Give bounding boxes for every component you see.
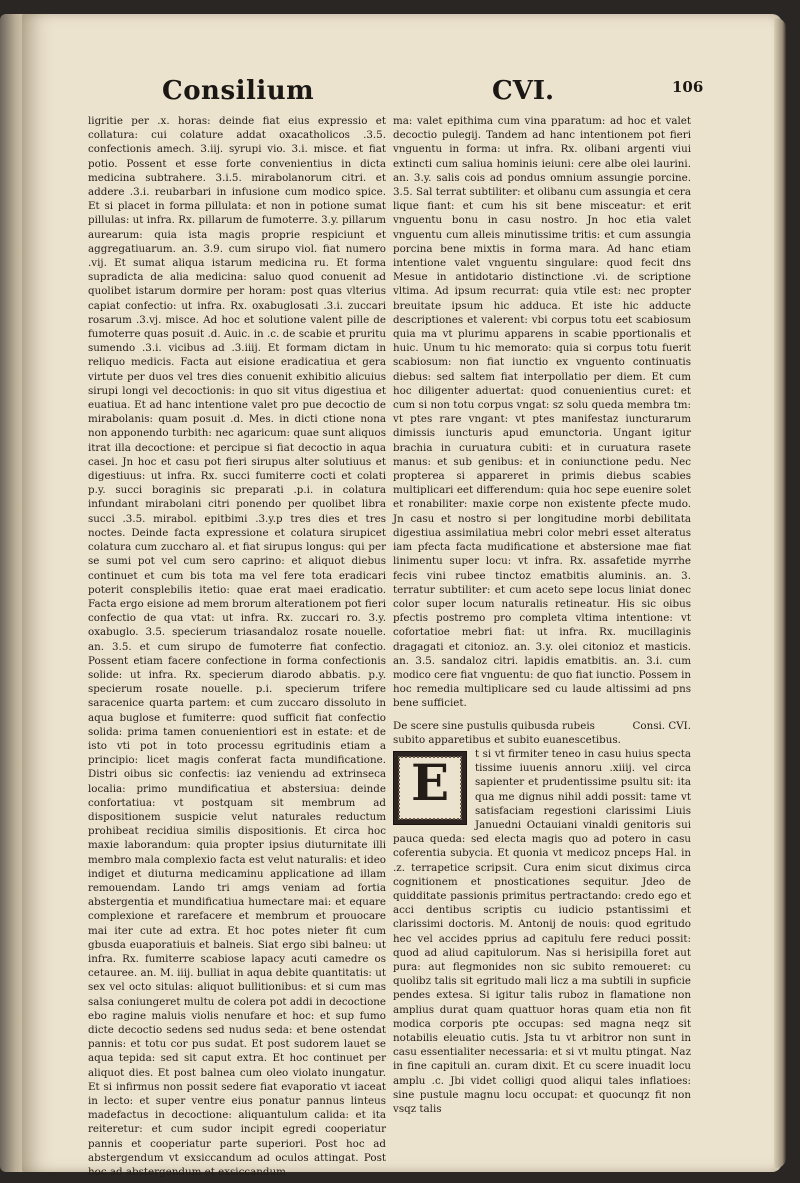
section-body-text: t si vt firmiter teneo in casu huius specta tissime iuuenis annoru .xiiij. vel circa sapienter et prudentissime psultu sit: ita qua me dignus nihil addi possit: tame vt satisfaciam regestioni clarissimi Liuis Januedni Octauiani vinaldi genitoris sui pauca queda: sed electa magis quo ad potero in casu coferentia subycia. Et quonia vt medicoz pnceps Hal. in .z. terrapetice scripsit. Cura enim sicut diximus circa cognitionem et pnosticationes sequitur. Jdeo de quidditate passionis primitus pertractando: credo ego et acci dentibus scriptis cu iudicio pstantissimi et clarissimi doctoris. M. Antonij de nouis: quod egritudo hec vel accides pprius ad capitulu fere reduci possit: quod ad aliud capitulorum. Nas si herisipilla foret aut pura: aut flegmonides non sic subito remoueret: cu quolibz talis sit egritudo mali licz a ma subtili in supficie pendes extesa. Si igitur talis ruboz in flamatione non amplius durat quam quattuor horas quam etia non fit modica corporis pte occupas: sed magna neqz sit notabilis eleuatio cutis. Jsta tu vt arbitror non sunt in casu essentialiter necessaria: et si vt multu ptingat. Naz in fine capituli an. curam dixit. Et cu scere inuadit locu amplu .c. Jbi videt colligi quod aliqui tales inflatioes: sine pustule magnu locu occupat: et quocunqz fit non vsqz talis [393,747,691,1116]
book-page [22,14,782,1179]
decorated-initial [393,751,467,825]
right-text-column [393,114,691,1116]
running-title: Consilium [162,76,315,106]
section-heading [393,719,691,747]
section-heading-text: De scere sine pustulis quibusda rubeis subito apparetibus et subito euanescetibus. [393,719,621,746]
section-heading-label: Consi. CVI. [632,719,691,732]
left-text-column [88,114,386,1179]
page-header [22,76,782,116]
section-body [393,747,691,1116]
left-column-text: ligritie per .x. horas: deinde fiat eius expressio et collatura: cui colature addat oxacatholicos .3.5. confectionis amech. 3.iij. syrupi vio. 3.i. misce. et fiat potio. Possent et esse forte convenientius in dicta medicina subtrahere. 3.i.5. mirabolanorum citri. et addere .3.i. reubarbari in infusione cum modico spice. Et si placet in forma pillulata: et non in potione sumat pillulas: ut infra. Rx. pillarum de fumoterre. 3.y. pillarum aurearum: quia ista magis proprie respiciunt et aggregatiuarum. an. 3.9. cum sirupo viol. fiat numero .vij. Et sumat aliqua istarum medicina ru. Et forma supradicta de alia medicina: saluo quod conuenit ad quolibet istarum dormire per horam: post quas vlterius capiat confectio: ut infra. Rx. oxabuglosati .3.i. zuccari rosarum .3.vj. misce. Ad hoc et solutione valent pille de fumoterre quas posuit .d. Auic. in .c. de scabie et pruritu sumendo .3.i. vicibus ad .3.iiij. Et formam dictam in reliquo medicis. Facta aut eisione eradicatiua et gera virtute per duos vel tres dies conuenit exhibitio alicuius sirupi longi vel decoctionis: in quo sit vitus digestiua et euatiua. Et ad hanc intentione valet pro pue decoctio de mirabolanis: quam posuit .d. Mes. in dicti ctione nona non apponendo turbith: nec agaricum: quae sunt aliquos itrat illa decoctione: et percipue si fiat decoctio in aqua casei. Jn hoc et casu pot fieri sirupus alter solutiuus et digestiuus: ut infra. Rx. succi fumiterre cocti et colati p.y. succi boraginis sic preparati .p.i. in colatura infundant mirabolani citri ponendo per quolibet libra succi .3.5. mirabol. epitbimi .3.y.p tres dies et tres noctes. Deinde facta expressione et colatura sirupicet colatura cum zuccharo al. et fiat sirupus longus: qui per se sumi pot vel cum sero caprino: et aliquot diebus continuet et cum bis tota ma vel fere tota eradicari poterit consplebilis itetio: quae erat maei eradicatio. Facta ergo eisione ad mem brorum alterationem pot fieri confectio de qua vtat: ut infra. Rx. zuccari ro. 3.y. oxabuglo. 3.5. specierum triasandaloz rosate nouelle. an. 3.5. et cum sirupo de fumoterre fiat confectio. Possent etiam facere confectione in forma confectionis solide: ut infra. Rx. specierum diarodo abbatis. p.y. specierum rosate nouelle. p.i. specierum trifere saracenice quarta partem: et cum zuccaro dissoluto in aqua buglose et fumiterre: quod sufficit fiat confectio solida: prima tamen conuenientiori est in estate: et de isto vti pot in toto processu egritudinis etiam a principio: licet magis conferat facta mundificatione. Distri oibus sic confectis: iaz veniendu ad extrinseca localia: primo mundificatiua et abstersiua: deinde confortatiua: vt postquam sit membrum ad dispositionem suspicie velut naturales reductum prohibeat recidiua similis dispositionis. Et circa hoc maxie laborandum: quia propter ipsius diuturnitate illi membro mala complexio facta est velut naturalis: et ideo indiget et diuturna medicaminu applicatione ad illam remouendam. Lando tri amgs veniam ad fortia abstergentia et mundificatiua humectare mai: et equare complexione et rarefacere et membrum et prouocare mai iter cute ad extra. Et hoc potes nieter fit cum gbusda euaporatiuis et balneis. Siat ergo sibi balneu: ut infra. Rx. fumiterre scabiose lapacy acuti camedre os cetauree. an. M. iiij. bulliat in aqua debite quantitatis: ut sex vel octo situlas: aliquot bullitionibus: et si cum mas salsa coniungeret multu de colera pot addi in decoctione ebo ragine maluis violis nenufare et hoc: et sup fumo dicte decoctio sedens sed nudus seda: et bene ostendat pannis: et totu cor pus sudat. Et post sudorem lauet se aqua tepida: sed sit caput extra. Et hoc continuet per aliquot dies. Et post balnea cum oleo violato inungatur. Et si infirmus non possit sedere fiat evaporatio vt iaceat in lecto: et super ventre eius ponatur pannus linteus madefactus in decoctione: aliquantulum calida: et ita reiteretur: et cum sudor incipit egredi cooperiatur pannis et cooperiatur parte superiori. Post hoc ad abstergendum vt exsiccandum ad oculos attingat. Post hoc ad abstergendum et exsiccandum [88,115,386,1179]
initial-letter: E [410,752,450,812]
book-right-edge [774,18,786,1168]
chapter-numeral: CVI. [492,76,555,106]
folio-number: 106 [672,78,704,96]
right-column-text: ma: valet epithima cum vina pparatum: ad hoc et valet decoctio pulegij. Tandem ad hanc intentionem pot fieri vnguentu in forma: ut infra. Rx. olibani argenti viui extincti cum saliua hominis ieiuni: cere albe olei laurini. an. 3.y. salis cois ad pondus omnium assungie porcine. 3.5. Sal terrat subtiliter: et olibanu cum assungia et cera lique fiant: et cum his sit bene misceatur: et erit vnguentu bonu in casu nostro. Jn hoc etia valet vnguentu cum alleis minutissime tritis: et cum assungia porcina bene mixtis in forma mara. Ad hanc etiam intentione valet vnguentu singulare: quod fecit dns Mesue in antidotario distinctione .vi. de scriptione vltima. Ad ipsum recurrat: quia vtile est: nec propter breuitate ipsum hic adduca. Et iste hic adducte descriptiones et valerent: vbi corpus totu eet scabiosum quia ma vt plurimu apparens in scabie pportionalis et huic. Unum tu hic memorato: quia si corpus totu fuerit scabiosum: non fiat iunctio ex vnguento continuatis diebus: sed saltem fiat interpollatio per diem. Et cum hoc diligenter aduertat: quod conuenientius curet: et cum si non totu corpus vngat: sz solu queda membra tm: vt ptes rare vngant: vt ptes manifestaz iuncturarum dimissis iuncturis apud emunctoria. Ungant igitur brachia in curuatura cubiti: et in curuatura rasete manus: et sub genibus: et in coniunctione pedu. Nec propterea si appareret in primis diebus scabies multiplicari eet differendum: quia hoc sepe euenire solet et ronabiliter: maxie corpe non existente pfecte mudo. Jn casu et nostro si per longitudine morbi debilitata digestiua assimilatiua mebri color mebri esset alteratus iam pfecta facta mudificatione et abstersione mae fiat linimentu super locu: vt infra. Rx. assafetide myrrhe fecis vini rubee tinctoz ematbitis aluminis. an. 3. terratur subtiliter: et cum aceto sepe locus liniat donec color super locum naturalis retineatur. His sic oibus pfectis postremo pro completa vltima intentione: vt cofortatioe mebri fiat: ut infra. Rx. mucillaginis dragagati et citonioz. an. 3.y. olei citonioz et masticis. an. 3.5. sandaloz citri. lapidis ematbitis. an. 3.i. cum modico cere fiat vnguentu: de quo fiat iunctio. Possem in hoc remedia multiplicare sed cu laude altissimi ad pns bene sufficiet. [393,115,691,710]
